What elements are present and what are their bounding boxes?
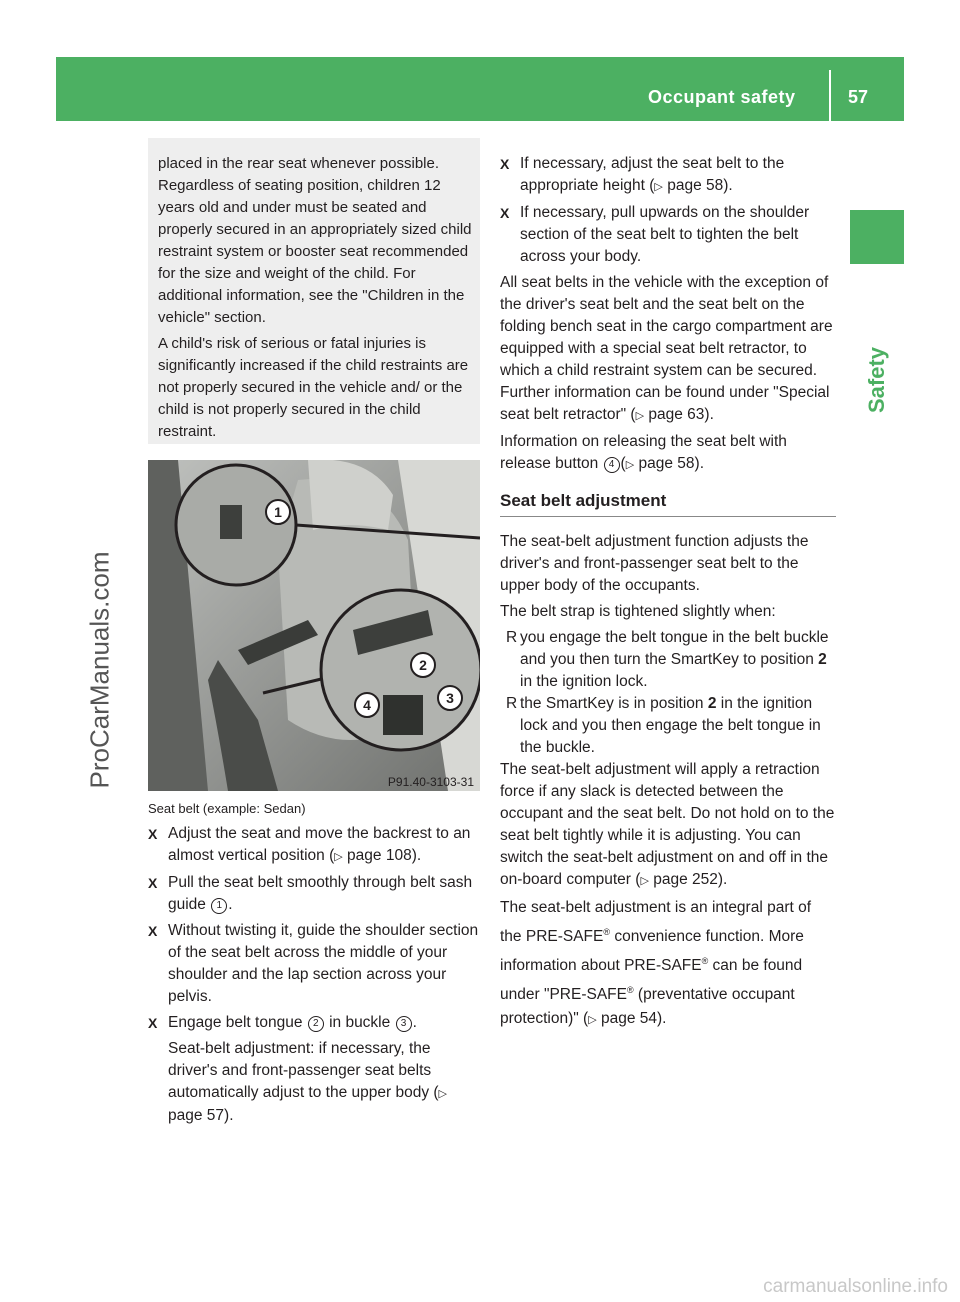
bullet-item: R you engage the belt tongue in the belt buckle and you then turn the SmartKey to position 2 in the ignition lock. xyxy=(506,629,829,690)
step-marker-icon: X xyxy=(148,1015,158,1031)
side-tab-label xyxy=(850,340,904,420)
page-link[interactable]: page 58 xyxy=(667,177,724,194)
bullet-marker-icon: R xyxy=(506,695,518,712)
right-column xyxy=(500,153,836,1036)
body-paragraph: The seat-belt adjustment will apply a retraction force if any slack is detected between the occupant and the seat belt. Do not hold on to the seat belt tightly while it is adjusting. You can switch the seat-belt adjustment on and off in the on-board computer (▷ page 252). xyxy=(500,761,835,888)
footer-url: carmanualsonline.info xyxy=(763,1276,948,1297)
figure-code: P91.40-3103-31 xyxy=(387,775,474,789)
instruction-step: X Without twisting it, guide the shoulder section of the seat belt across the middle of your shoulder and the lap section across your pelvis. xyxy=(148,922,479,1005)
callout-4 xyxy=(355,693,379,717)
page-ref-arrow-icon: ▷ xyxy=(640,875,649,887)
page-link[interactable]: page 57 xyxy=(168,1107,225,1124)
page-link[interactable]: page 54 xyxy=(600,1010,658,1028)
body-paragraph: The seat-belt adjustment is an integral part of the PRE-SAFE® convenience function. More information about PRE-SAFE® can be found under "PRE-SAFE® (preventative occupant protection)" (▷ page 54). xyxy=(500,899,812,1028)
section-heading: Seat belt adjustment xyxy=(500,490,836,517)
step-note: Seat-belt adjustment: if necessary, the driver's and front-passenger seat belts automatically adjust to the upper body (▷ page 57). xyxy=(168,1040,448,1124)
header-separator xyxy=(829,70,831,121)
bullet-item: R the SmartKey is in position 2 in the ignition lock and you then engage the belt tongue in the buckle. xyxy=(506,695,821,756)
step-marker-icon: X xyxy=(500,156,510,172)
step-marker-icon: X xyxy=(148,923,158,939)
page-ref-arrow-icon: ▷ xyxy=(334,851,343,863)
note-paragraph: A child's risk of serious or fatal injuries is significantly increased if the child restraints are not properly secured in the vehicle and/ or the child is not properly secured in the child restraint. xyxy=(158,335,469,440)
instruction-step: X Engage belt tongue 2 in buckle 3 . xyxy=(148,1012,482,1034)
step-marker-icon: X xyxy=(148,875,158,891)
page-ref-arrow-icon: ▷ xyxy=(588,1014,597,1027)
callout-2 xyxy=(411,653,435,677)
instruction-step: X If necessary, adjust the seat belt to the appropriate height (▷ page 58). xyxy=(500,155,785,194)
callout-1-label: 1 xyxy=(274,504,282,520)
page-link[interactable]: page 252 xyxy=(653,871,718,888)
page-link[interactable]: page 108 xyxy=(347,847,412,864)
body-paragraph: Information on releasing the seat belt with release button 4 (▷ page 58). xyxy=(500,433,787,472)
callout-ref-4: 4 xyxy=(604,457,620,473)
callout-1 xyxy=(266,500,290,524)
page-link[interactable]: page 63 xyxy=(648,406,705,423)
page-ref-arrow-icon: ▷ xyxy=(635,410,645,422)
seat-belt-illustration xyxy=(148,460,480,791)
callout-4-label: 4 xyxy=(363,697,371,713)
callout-ref-2: 2 xyxy=(308,1016,324,1032)
belt-sash-guide xyxy=(220,505,242,539)
seat-belt-figure xyxy=(148,460,480,791)
callout-3-label: 3 xyxy=(446,690,454,706)
page-ref-arrow-icon: ▷ xyxy=(625,459,635,471)
page-link[interactable]: page 58 xyxy=(638,455,695,472)
warning-note-text xyxy=(158,153,476,447)
page-ref-arrow-icon: ▷ xyxy=(438,1088,448,1100)
callout-3 xyxy=(438,686,462,710)
left-column xyxy=(148,823,482,1131)
body-paragraph: The seat-belt adjustment function adjusts the driver's and front-passenger seat belt to the upper body of the occupants. xyxy=(500,533,809,594)
note-paragraph: placed in the rear seat whenever possible. Regardless of seating position, children 12 years old and under must be seated and properly secured in an appropriately sized child restraint system or booster seat recommended for the size and weight of the child. For additional information, see the "Children in the vehicle" section. xyxy=(158,155,472,326)
body-paragraph: The belt strap is tightened slightly when: xyxy=(500,603,776,620)
instruction-step: X Pull the seat belt smoothly through belt sash guide 1 . xyxy=(148,874,473,913)
side-tab-text: Safety xyxy=(864,346,889,414)
instruction-step: X Adjust the seat and move the backrest to an almost vertical position (▷ page 108). xyxy=(148,825,471,864)
side-tab-marker xyxy=(850,210,904,264)
step-marker-icon: X xyxy=(500,205,510,221)
section-title: Occupant safety xyxy=(648,87,796,107)
page-ref-arrow-icon: ▷ xyxy=(654,181,663,193)
step-marker-icon: X xyxy=(148,826,158,842)
figure-caption: Seat belt (example: Sedan) xyxy=(148,801,306,816)
callout-ref-1: 1 xyxy=(211,898,227,914)
watermark xyxy=(70,551,130,789)
page-number: 57 xyxy=(848,87,869,107)
callout-ref-3: 3 xyxy=(396,1016,412,1032)
body-paragraph: All seat belts in the vehicle with the exception of the driver's seat belt and the seat belt on the folding bench seat in the cargo compartment are equipped with a special seat belt retractor, to which a child restraint system can be secured. Further information can be found under "Special seat belt retractor" (▷ page 63). xyxy=(500,274,833,423)
instruction-step: X If necessary, pull upwards on the shoulder section of the seat belt to tighten the belt across your body. xyxy=(500,204,810,265)
watermark-text: ProCarManuals.com xyxy=(84,551,115,789)
bullet-marker-icon: R xyxy=(506,629,518,646)
callout-2-label: 2 xyxy=(419,657,427,673)
belt-buckle xyxy=(383,695,423,735)
